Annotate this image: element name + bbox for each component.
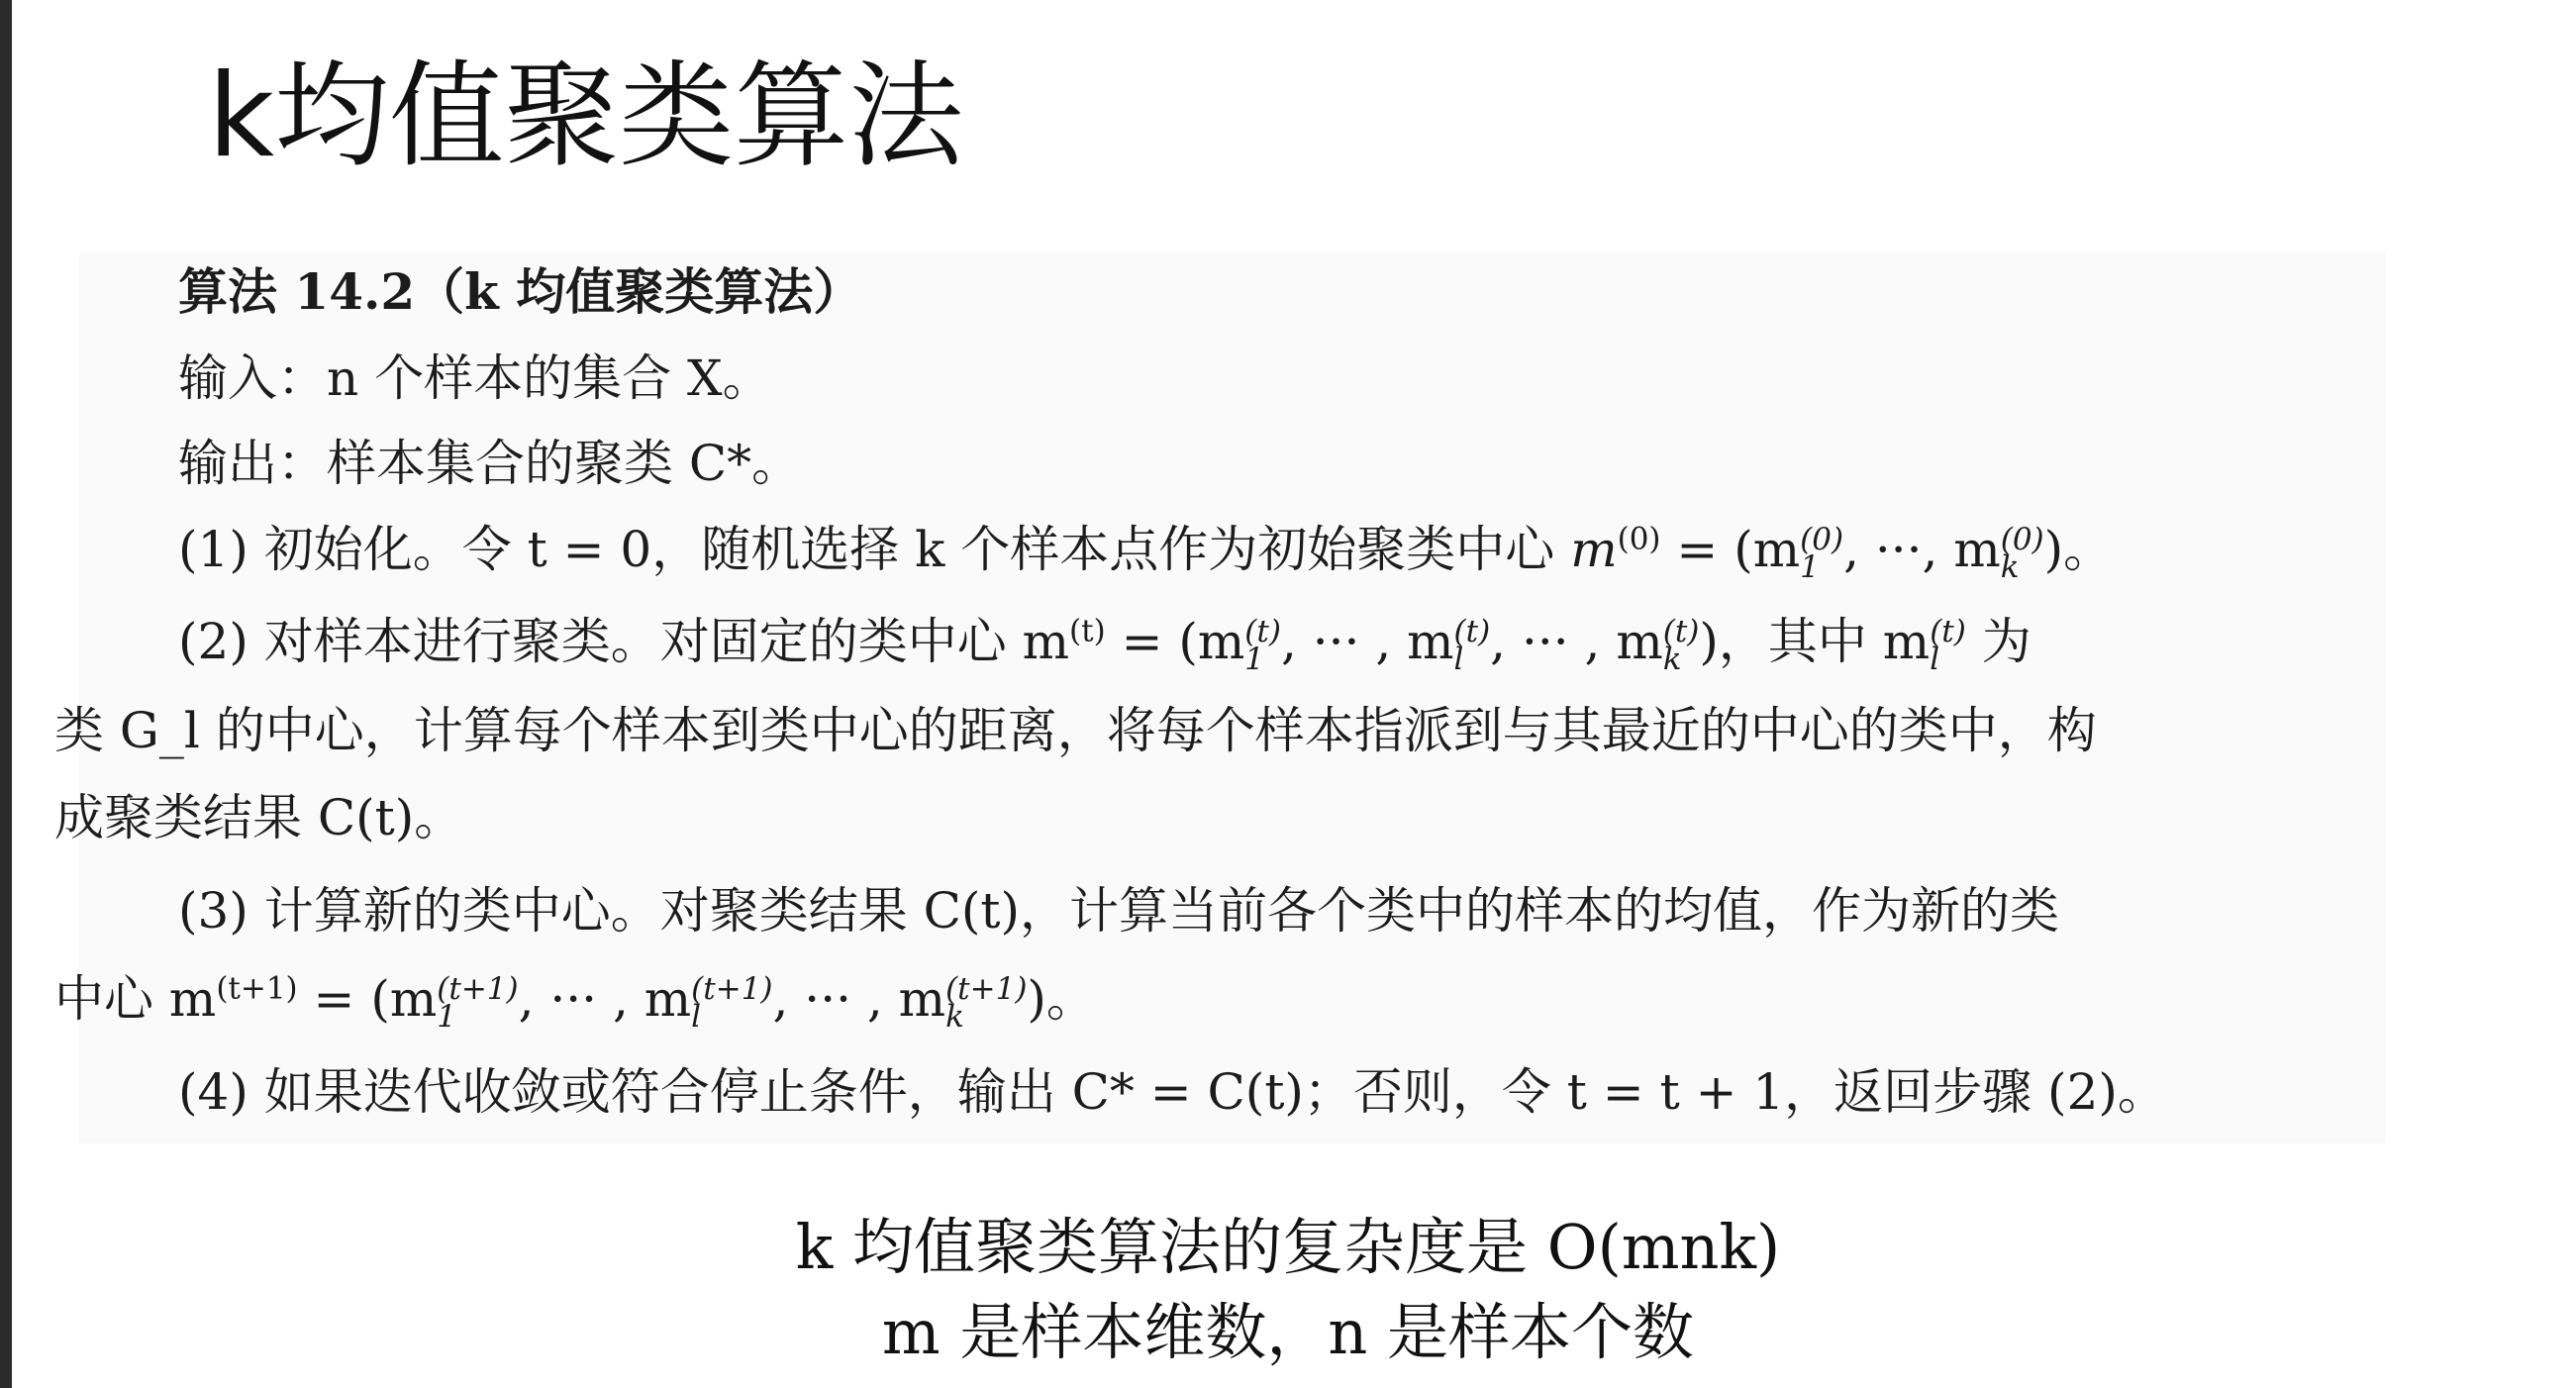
step-2-index-k <box>1662 613 1700 677</box>
algorithm-box <box>54 252 2386 1143</box>
complexity-line-2: m 是样本维数，n 是样本个数 <box>881 1296 1695 1368</box>
step-2-text-f: 为 <box>1965 613 2031 670</box>
step-2-index-l-sup: (t) <box>1453 613 1491 649</box>
step-3-index-l-sup: (t+1) <box>691 970 773 1007</box>
algorithm-step-3-line-1: (3) 计算新的类中心。对聚类结果 C(t)，计算当前各个类中的样本的均值，作为新的类 <box>178 882 2059 940</box>
step-2-index-1 <box>1244 613 1281 677</box>
step-3-index-k <box>945 970 1028 1035</box>
step-1-index-1-sub: 1 <box>1800 548 1820 585</box>
step-3-index-k-sup: (t+1) <box>945 970 1028 1007</box>
step-1-m: m <box>1570 521 1618 578</box>
step-1-sup: (0) <box>1617 521 1661 557</box>
algorithm-step-3-line-2 <box>54 969 1096 1035</box>
algorithm-step-2-line-3: 成聚类结果 C(t)。 <box>54 789 464 846</box>
step-3-text-a: 中心 m <box>54 970 217 1028</box>
step-3-index-1 <box>437 970 519 1035</box>
step-3-text-c: , ··· , m <box>518 970 692 1028</box>
step-1-mid: , ···, m <box>1843 521 2001 578</box>
step-1-eq: = (m <box>1660 521 1801 578</box>
step-2-text-e: )，其中 m <box>1699 613 1931 670</box>
algorithm-step-4: (4) 如果迭代收敛或符合停止条件，输出 C* = C(t)；否则，令 t = t + 1，返回步骤 (2)。 <box>178 1063 2167 1121</box>
step-2-index-l-sub: l <box>1453 641 1464 677</box>
left-edge-rule <box>0 0 12 1388</box>
step-3-index-k-sub: k <box>945 998 964 1035</box>
algorithm-step-2-line-1 <box>178 612 2031 677</box>
step-3-index-l-sub: l <box>691 998 702 1035</box>
algorithm-input: 输入：n 个样本的集合 X。 <box>178 349 772 407</box>
algorithm-heading: 算法 14.2（k 均值聚类算法） <box>178 262 863 321</box>
step-1-index-1 <box>1800 521 1844 585</box>
step-3-index-l <box>691 970 773 1035</box>
step-3-text-e: )。 <box>1027 970 1096 1028</box>
step-1-text: (1) 初始化。令 t = 0，随机选择 k 个样本点作为初始聚类中心 <box>178 521 1571 578</box>
algorithm-output: 输出：样本集合的聚类 C*。 <box>178 435 802 492</box>
step-2-index-k-sup: (t) <box>1662 613 1700 649</box>
step-3-text-b: = (m <box>297 970 438 1028</box>
step-2-index-k-sub: k <box>1662 641 1682 677</box>
step-3-sup: (t+1) <box>216 970 298 1007</box>
step-2-text-b: = (m <box>1105 613 1245 670</box>
step-2-index-l2-sup: (t) <box>1930 613 1966 649</box>
algorithm-step-1 <box>178 520 2114 585</box>
step-2-index-l2 <box>1930 613 1966 677</box>
step-2-text-a: (2) 对样本进行聚类。对固定的类中心 m <box>178 613 1070 670</box>
step-2-index-1-sup: (t) <box>1244 613 1281 649</box>
step-1-index-k-sup: (0) <box>2000 521 2044 557</box>
step-2-index-l2-sub: l <box>1930 641 1940 677</box>
complexity-line-1: k 均值聚类算法的复杂度是 O(mnk) <box>795 1211 1781 1283</box>
step-3-index-1-sup: (t+1) <box>437 970 519 1007</box>
step-3-index-1-sub: 1 <box>437 998 456 1035</box>
step-1-index-k-sub: k <box>2000 548 2020 585</box>
step-1-end: )。 <box>2043 521 2114 578</box>
step-2-index-1-sub: 1 <box>1244 641 1265 677</box>
step-1-index-1-sup: (0) <box>1800 521 1844 557</box>
slide-title: k均值聚类算法 <box>208 50 964 183</box>
step-3-text-d: , ··· , m <box>772 970 946 1028</box>
step-2-text-c: , ··· , m <box>1280 613 1454 670</box>
step-1-index-k <box>2000 521 2044 585</box>
step-2-text-d: , ··· , m <box>1490 613 1663 670</box>
step-2-index-l <box>1453 613 1491 677</box>
step-2-sup: (t) <box>1069 613 1106 649</box>
algorithm-step-2-line-2: 类 G_l 的中心，计算每个样本到类中心的距离，将每个样本指派到与其最近的中心的类中，构 <box>54 702 2097 759</box>
